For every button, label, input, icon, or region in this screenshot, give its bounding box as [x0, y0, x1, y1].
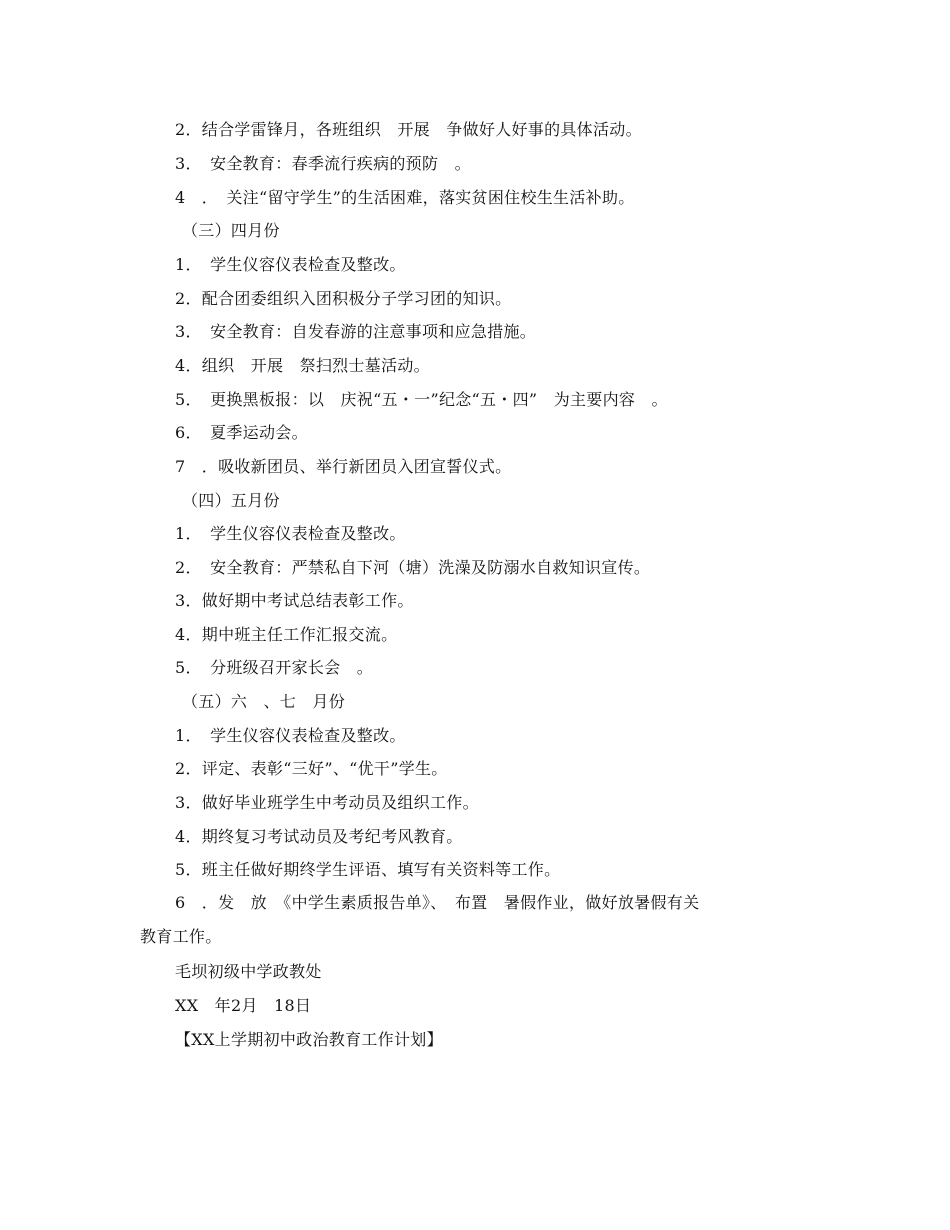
signature-date: XX 年2月 18日	[175, 996, 312, 1015]
item-line: 3． 安全教育：春季流行疾病的预防 。	[175, 154, 471, 173]
item-line: 2．配合团委组织入团积极分子学习团的知识。	[175, 289, 512, 308]
item-line: 6． 夏季运动会。	[175, 423, 308, 442]
item-line: 2．评定、表彰“三好”、“优干”学生。	[175, 759, 448, 778]
item-line: 7 ．吸收新团员、举行新团员入团宣誓仪式。	[175, 457, 512, 476]
item-line: 1． 学生仪容仪表检查及整改。	[175, 726, 406, 745]
item-line: 3．做好毕业班学生中考动员及组织工作。	[175, 793, 479, 812]
item-line: 4．期中班主任工作汇报交流。	[175, 625, 398, 644]
section-heading: （四）五月份	[182, 491, 280, 510]
document-title-bracket: 【XX上学期初中政治教育工作计划】	[175, 1030, 443, 1049]
item-line: 1． 学生仪容仪表检查及整改。	[175, 255, 406, 274]
item-line: 2．结合学雷锋月，各班组织 开展 争做好人好事的具体活动。	[175, 120, 642, 139]
item-line: 6 ．发 放 《中学生素质报告单》、 布置 暑假作业，做好放暑假有关	[175, 893, 700, 912]
item-line: 5．班主任做好期终学生评语、填写有关资料等工作。	[175, 860, 561, 879]
item-line: 4．组织 开展 祭扫烈士墓活动。	[175, 356, 430, 375]
item-line: 3．做好期中考试总结表彰工作。	[175, 591, 414, 610]
item-line-continuation: 教育工作。	[140, 927, 222, 946]
item-line: 2． 安全教育：严禁私自下河（塘）洗澡及防溺水自救知识宣传。	[175, 558, 651, 577]
section-heading: （五）六 、七 月份	[182, 692, 346, 711]
item-line: 4．期终复习考试动员及考纪考风教育。	[175, 827, 463, 846]
signature-department: 毛坝初级中学政教处	[175, 962, 322, 981]
item-line: 3． 安全教育：自发春游的注意事项和应急措施。	[175, 322, 537, 341]
item-line: 4 ． 关注“留守学生”的生活困难，落实贫困住校生生活补助。	[175, 188, 635, 207]
item-line: 5． 更换黑板报：以 庆祝“五・一”纪念“五・四” 为主要内容 。	[175, 390, 668, 409]
section-heading: （三）四月份	[182, 221, 280, 240]
item-line: 5． 分班级召开家长会 。	[175, 658, 374, 677]
item-line: 1． 学生仪容仪表检查及整改。	[175, 524, 406, 543]
